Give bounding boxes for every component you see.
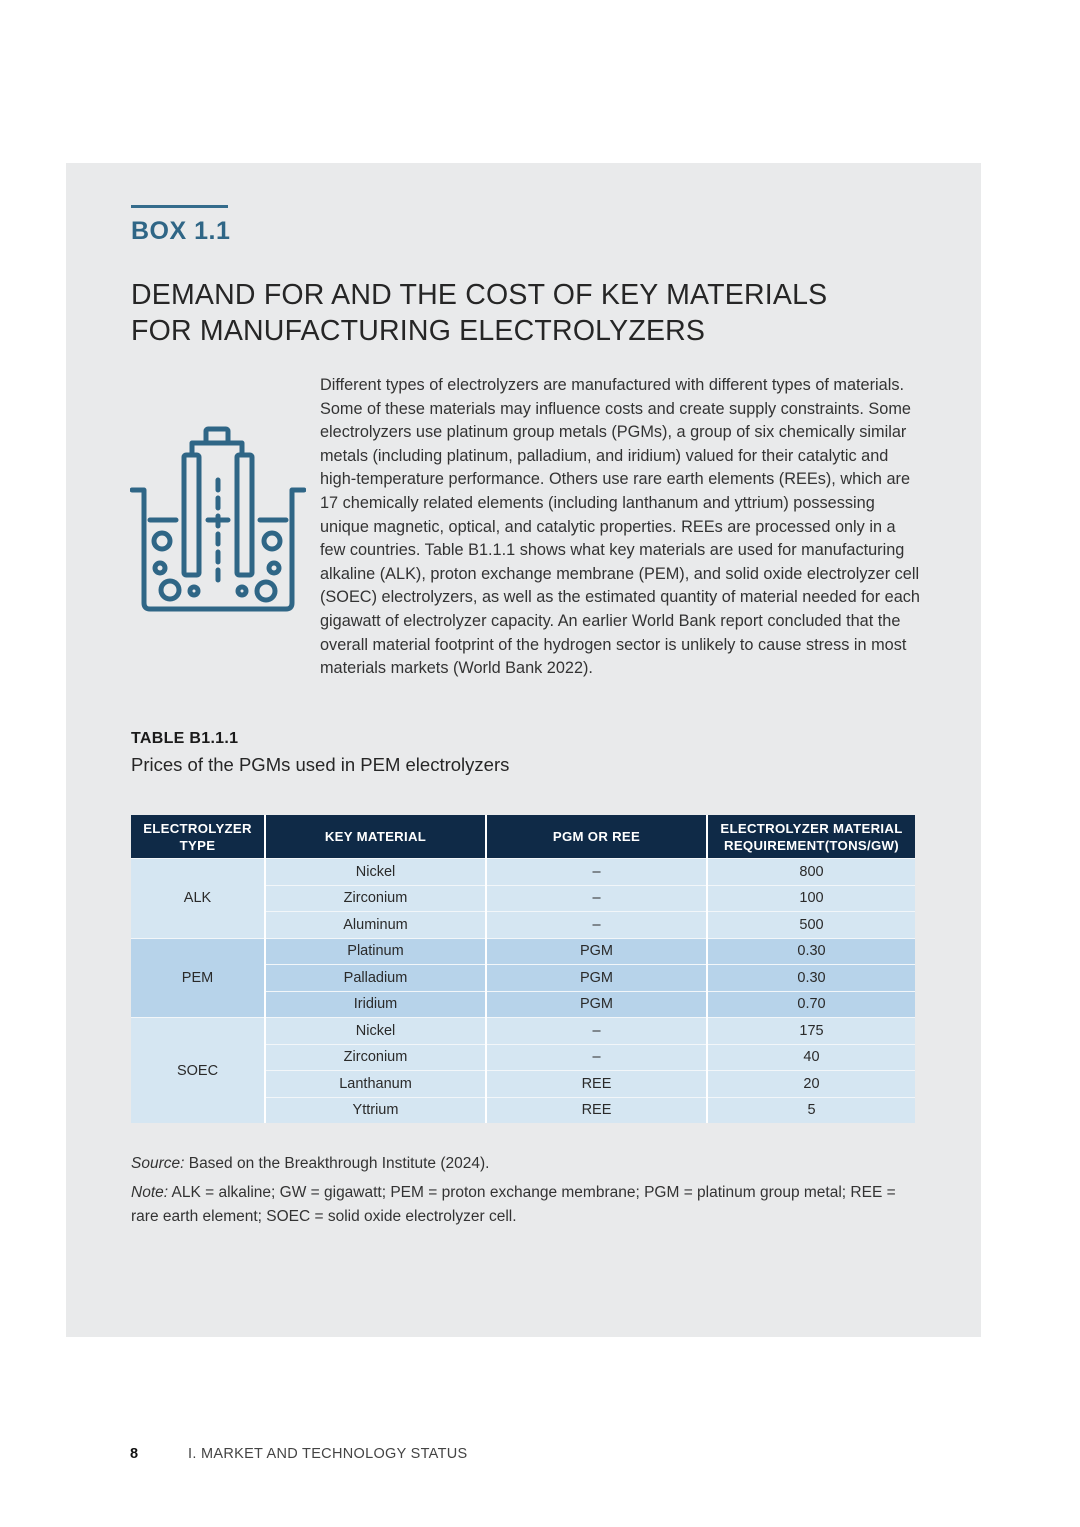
- page-number: 8: [130, 1446, 139, 1462]
- box-accent-rule: [131, 205, 228, 208]
- note-text: ALK = alkaline; GW = gigawatt; PEM = proton exchange membrane; PGM = platinum group metal; REE = rare earth element; SOEC = solid oxide electrolyzer cell.: [131, 1184, 896, 1225]
- class-cell: –: [486, 1018, 707, 1045]
- header-key-material: KEY MATERIAL: [265, 815, 486, 859]
- requirement-cell: 40: [707, 1044, 915, 1071]
- box-panel: [66, 163, 981, 1337]
- source-line: [131, 1155, 921, 1173]
- materials-table: [131, 815, 915, 1123]
- header-material-requirement: ELECTROLYZER MATERIAL REQUIREMENT(TONS/GW): [707, 815, 915, 859]
- requirement-cell: 5: [707, 1097, 915, 1123]
- class-cell: REE: [486, 1097, 707, 1123]
- class-cell: PGM: [486, 965, 707, 992]
- table-row: [131, 938, 915, 965]
- box-title: DEMAND FOR AND THE COST OF KEY MATERIALS FOR MANUFACTURING ELECTROLYZERS: [131, 279, 828, 347]
- intro-paragraph: Different types of electrolyzers are manufactured with different types of materials. Some of these materials may influence costs and create supply constraints. Some electrolyzers use platinum group metals (PGMs), a group of six chemically similar metals (including platinum, palladium, and iridium) valued for their catalytic and high-temperature performance. Others use rare earth elements (REEs), which are 17 chemically related elements (including lanthanum and yttrium) possessing unique magnetic, optical, and catalytic properties. REEs are processed only in a few countries. Table B1.1.1 shows what key materials are used for manufacturing alkaline (ALK), proton exchange membrane (PEM), and solid oxide electrolyzer cell (SOEC) electrolyzers, as well as the estimated quantity of material needed for each gigawatt of electrolyzer capacity. An earlier World Bank report concluded that the overall material footprint of the hydrogen sector is unlikely to cause stress in most materials markets (World Bank 2022).: [320, 376, 920, 678]
- table-row: [131, 859, 915, 886]
- running-head: I. MARKET AND TECHNOLOGY STATUS: [188, 1446, 468, 1462]
- type-cell-soec: SOEC: [131, 1018, 265, 1124]
- class-cell: REE: [486, 1071, 707, 1098]
- note-lead: Note:: [131, 1184, 169, 1201]
- material-cell: Platinum: [265, 938, 486, 965]
- table-row: [131, 1018, 915, 1045]
- requirement-cell: 175: [707, 1018, 915, 1045]
- header-electrolyzer-type: ELECTROLYZER TYPE: [131, 815, 265, 859]
- requirement-cell: 100: [707, 885, 915, 912]
- class-cell: –: [486, 912, 707, 939]
- requirement-cell: 0.30: [707, 965, 915, 992]
- material-cell: Iridium: [265, 991, 486, 1018]
- class-cell: –: [486, 885, 707, 912]
- requirement-cell: 500: [707, 912, 915, 939]
- material-cell: Nickel: [265, 1018, 486, 1045]
- class-cell: PGM: [486, 991, 707, 1018]
- requirement-cell: 800: [707, 859, 915, 886]
- source-lead: Source:: [131, 1155, 185, 1172]
- requirement-cell: 0.70: [707, 991, 915, 1018]
- box-label: BOX 1.1: [131, 217, 231, 245]
- material-cell: Palladium: [265, 965, 486, 992]
- source-text: Based on the Breakthrough Institute (2024).: [184, 1155, 490, 1172]
- class-cell: PGM: [486, 938, 707, 965]
- note-line: [131, 1181, 921, 1229]
- material-cell: Lanthanum: [265, 1071, 486, 1098]
- class-cell: –: [486, 859, 707, 886]
- class-cell: –: [486, 1044, 707, 1071]
- type-cell-alk: ALK: [131, 859, 265, 939]
- material-cell: Yttrium: [265, 1097, 486, 1123]
- electrolyzer-icon: [130, 425, 306, 615]
- material-cell: Aluminum: [265, 912, 486, 939]
- material-cell: Zirconium: [265, 885, 486, 912]
- table-caption: Prices of the PGMs used in PEM electrolyzers: [131, 754, 510, 775]
- material-cell: Nickel: [265, 859, 486, 886]
- requirement-cell: 0.30: [707, 938, 915, 965]
- requirement-cell: 20: [707, 1071, 915, 1098]
- table-label: TABLE B1.1.1: [131, 730, 239, 747]
- table-header-row: [131, 815, 915, 859]
- material-cell: Zirconium: [265, 1044, 486, 1071]
- header-pgm-or-ree: PGM OR REE: [486, 815, 707, 859]
- type-cell-pem: PEM: [131, 938, 265, 1018]
